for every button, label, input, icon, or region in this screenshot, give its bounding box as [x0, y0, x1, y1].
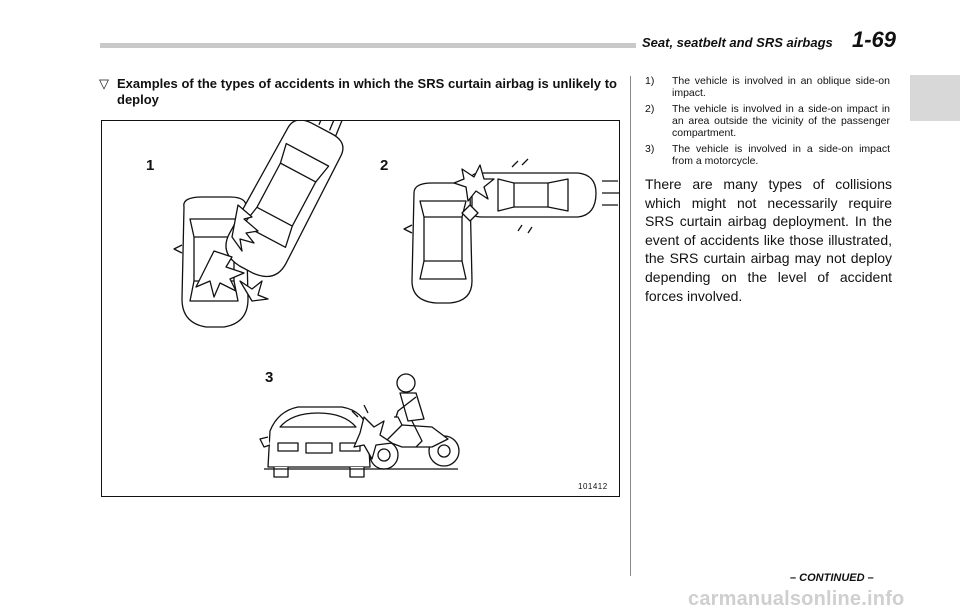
list-item — [645, 103, 890, 139]
scenario-list — [645, 75, 890, 171]
page-number: 1-69 — [852, 27, 897, 52]
column-divider — [630, 76, 631, 576]
list-item — [645, 143, 890, 167]
list-text: The vehicle is involved in a side-on impact from a motorcycle. — [672, 143, 890, 167]
list-number: 2) — [645, 103, 655, 115]
list-text: The vehicle is involved in an oblique side-on impact. — [672, 75, 890, 99]
car-front-3 — [260, 407, 370, 477]
continued-marker: – CONTINUED – — [790, 572, 874, 584]
figure-label-3: 3 — [265, 369, 274, 386]
triangle-marker-icon: ▽ — [99, 76, 109, 91]
car-horizontal-2 — [472, 159, 619, 233]
illustration-drawing — [102, 121, 619, 496]
heading-text: Examples of the types of accidents in which the SRS curtain airbag is unlikely to deploy — [117, 76, 617, 107]
watermark: carmanualsonline.info — [688, 588, 905, 610]
section-title: Seat, seatbelt and SRS airbags — [636, 35, 837, 50]
subsection-heading — [99, 76, 617, 108]
list-item — [645, 75, 890, 99]
explanation-paragraph: There are many types of collisions which might not necessarily require SRS curtain airbag deployment. In the event of accidents like those illustrated, the SRS curtain airbag may not deploy depending on the level of accident forces involved. — [645, 176, 892, 304]
car-upright-2 — [404, 183, 472, 303]
figure-code: 101412 — [578, 482, 608, 491]
figure-label-1: 1 — [146, 157, 155, 174]
chapter-tab — [910, 75, 960, 121]
list-number: 3) — [645, 143, 655, 155]
list-number: 1) — [645, 75, 655, 87]
list-text: The vehicle is involved in a side-on impact in an area outside the vicinity of the passenger compartment. — [672, 103, 890, 139]
accident-illustration — [101, 120, 620, 497]
figure-label-2: 2 — [380, 157, 389, 174]
